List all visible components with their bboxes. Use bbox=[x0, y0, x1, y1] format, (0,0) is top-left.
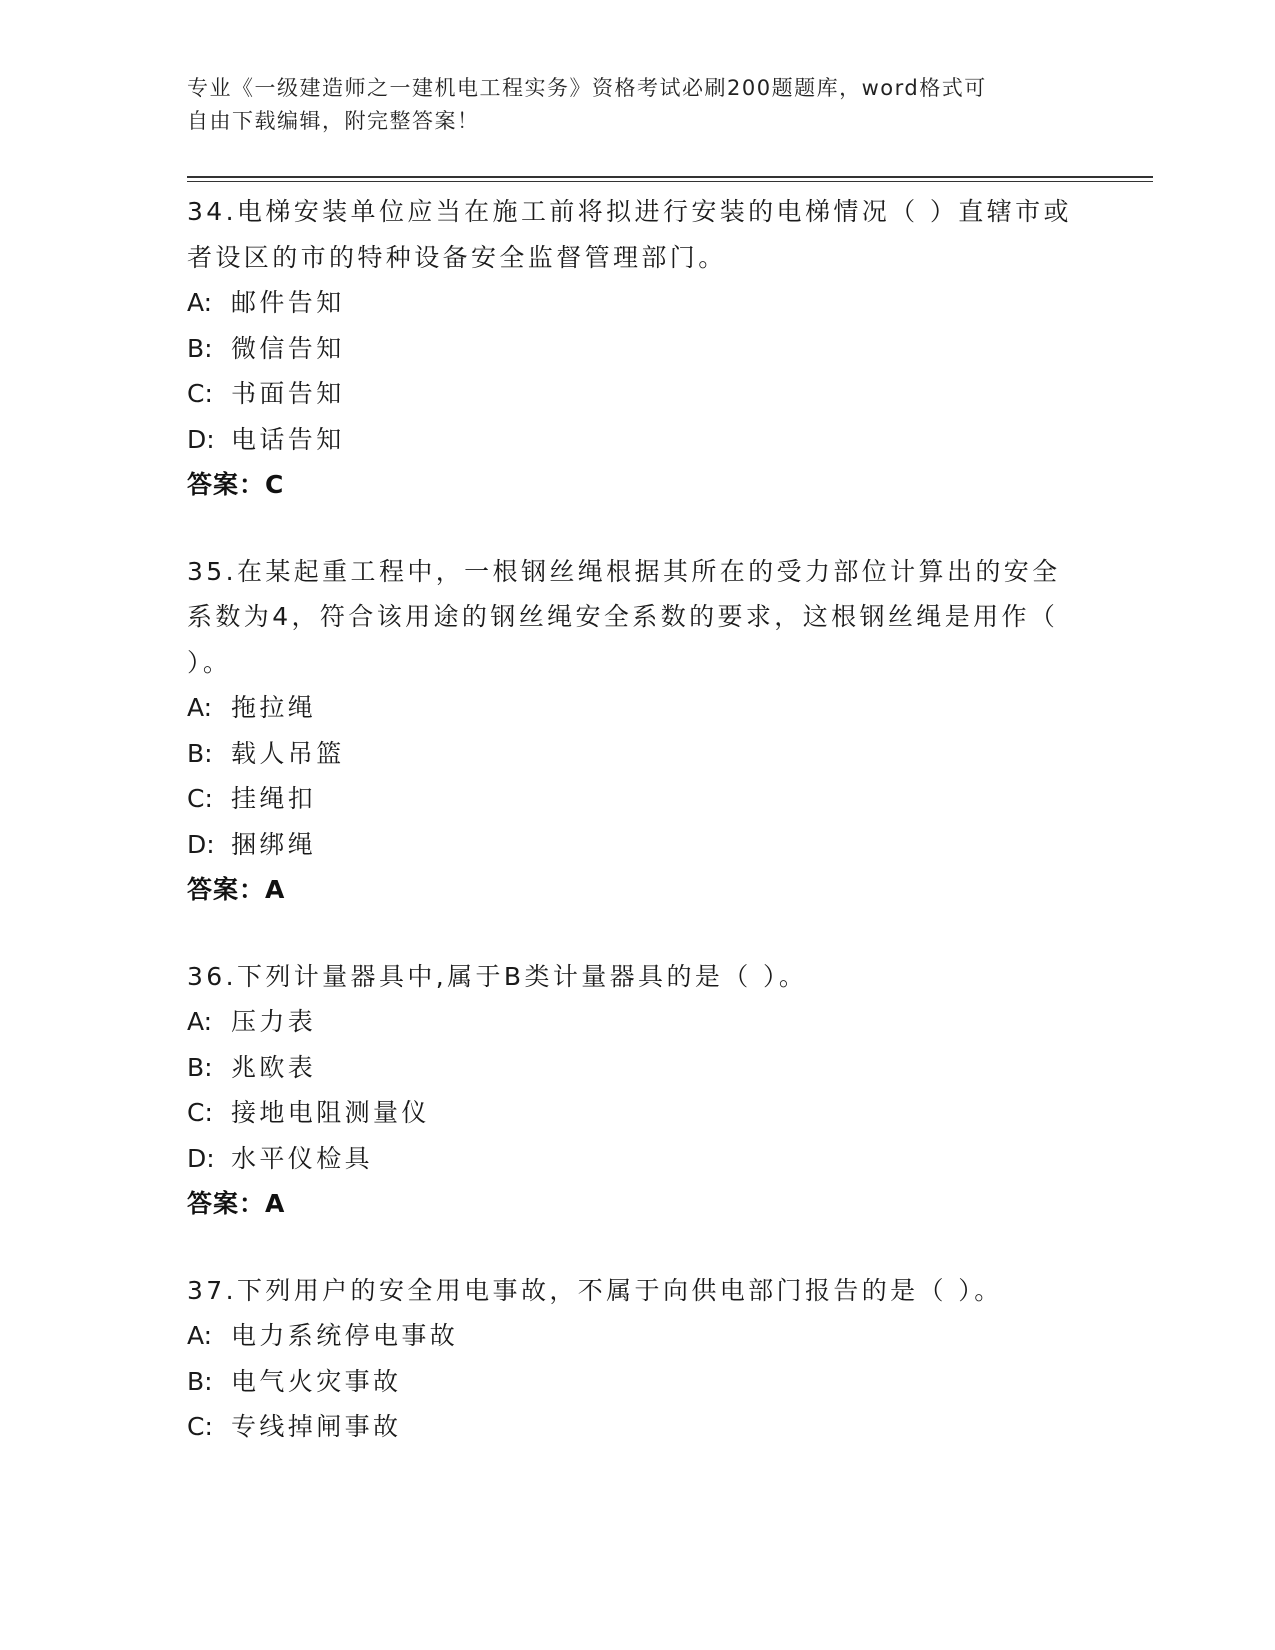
option-text: 接地电阻测量仪 bbox=[231, 1098, 430, 1127]
document-header bbox=[187, 72, 1067, 138]
question-stem: 35.在某起重工程中，一根钢丝绳根据其所在的受力部位计算出的安全系数为4，符合该用途的钢丝绳安全系数的要求，这根钢丝绳是用作（ ）。 bbox=[187, 556, 1061, 677]
option-text: 载人吊篮 bbox=[231, 738, 345, 768]
option-a bbox=[187, 685, 1087, 731]
option-a bbox=[187, 999, 1087, 1045]
option-d bbox=[187, 1136, 1087, 1182]
option-b bbox=[187, 326, 1087, 372]
option-text: 电话告知 bbox=[231, 424, 345, 454]
option-letter: C: bbox=[187, 784, 213, 813]
option-text: 电力系统停电事故 bbox=[231, 1321, 459, 1350]
option-letter: D: bbox=[187, 829, 215, 859]
header-line-2: 自由下载编辑，附完整答案！ bbox=[187, 109, 480, 133]
option-letter: B: bbox=[187, 1366, 213, 1396]
option-text: 专线掉闸事故 bbox=[231, 1412, 402, 1441]
option-letter: A: bbox=[187, 1007, 213, 1036]
option-letter: A: bbox=[187, 288, 213, 317]
option-c bbox=[187, 1090, 1087, 1136]
question-stem: 34.电梯安装单位应当在施工前将拟进行安装的电梯情况（ ）直辖市或者设区的市的特种设备安全监督管理部门。 bbox=[187, 197, 1072, 272]
option-text: 挂绳扣 bbox=[231, 784, 317, 813]
option-letter: B: bbox=[187, 738, 213, 768]
option-text: 捆绑绳 bbox=[231, 829, 317, 859]
option-text: 电气火灾事故 bbox=[231, 1366, 402, 1396]
option-text: 兆欧表 bbox=[231, 1052, 317, 1082]
option-a bbox=[187, 280, 1087, 326]
option-text: 水平仪检具 bbox=[231, 1143, 374, 1173]
question-36 bbox=[187, 954, 1087, 1227]
option-letter: A: bbox=[187, 693, 213, 722]
header-line-1: 专业《一级建造师之一建机电工程实务》资格考试必刷200题题库，word格式可 bbox=[187, 76, 987, 100]
option-letter: D: bbox=[187, 424, 215, 454]
option-letter: C: bbox=[187, 379, 213, 408]
question-stem: 37.下列用户的安全用电事故，不属于向供电部门报告的是（ ）。 bbox=[187, 1275, 1003, 1305]
question-list bbox=[187, 189, 1087, 1491]
option-text: 微信告知 bbox=[231, 333, 345, 363]
option-b bbox=[187, 1045, 1087, 1091]
option-a bbox=[187, 1313, 1087, 1359]
option-letter: D: bbox=[187, 1143, 215, 1173]
option-letter: A: bbox=[187, 1321, 213, 1350]
option-text: 拖拉绳 bbox=[231, 693, 317, 722]
question-34 bbox=[187, 189, 1087, 508]
option-b bbox=[187, 1359, 1087, 1405]
option-b bbox=[187, 731, 1087, 777]
option-text: 压力表 bbox=[231, 1007, 317, 1036]
question-37 bbox=[187, 1268, 1087, 1450]
option-c bbox=[187, 776, 1087, 822]
header-divider-thick bbox=[187, 176, 1153, 178]
option-letter: B: bbox=[187, 1052, 213, 1082]
option-letter: C: bbox=[187, 1412, 213, 1441]
option-letter: B: bbox=[187, 333, 213, 363]
option-c bbox=[187, 371, 1087, 417]
option-c bbox=[187, 1404, 1087, 1450]
question-stem: 36.下列计量器具中,属于B类计量器具的是（ ）。 bbox=[187, 961, 808, 991]
answer-line: 答案：A bbox=[187, 875, 286, 904]
answer-line: 答案：C bbox=[187, 470, 285, 499]
answer-line: 答案：A bbox=[187, 1189, 286, 1218]
option-d bbox=[187, 822, 1087, 868]
option-letter: C: bbox=[187, 1098, 213, 1127]
option-text: 书面告知 bbox=[231, 379, 345, 408]
header-divider-thin bbox=[187, 181, 1153, 182]
option-text: 邮件告知 bbox=[231, 288, 345, 317]
option-d bbox=[187, 417, 1087, 463]
question-35 bbox=[187, 549, 1087, 913]
